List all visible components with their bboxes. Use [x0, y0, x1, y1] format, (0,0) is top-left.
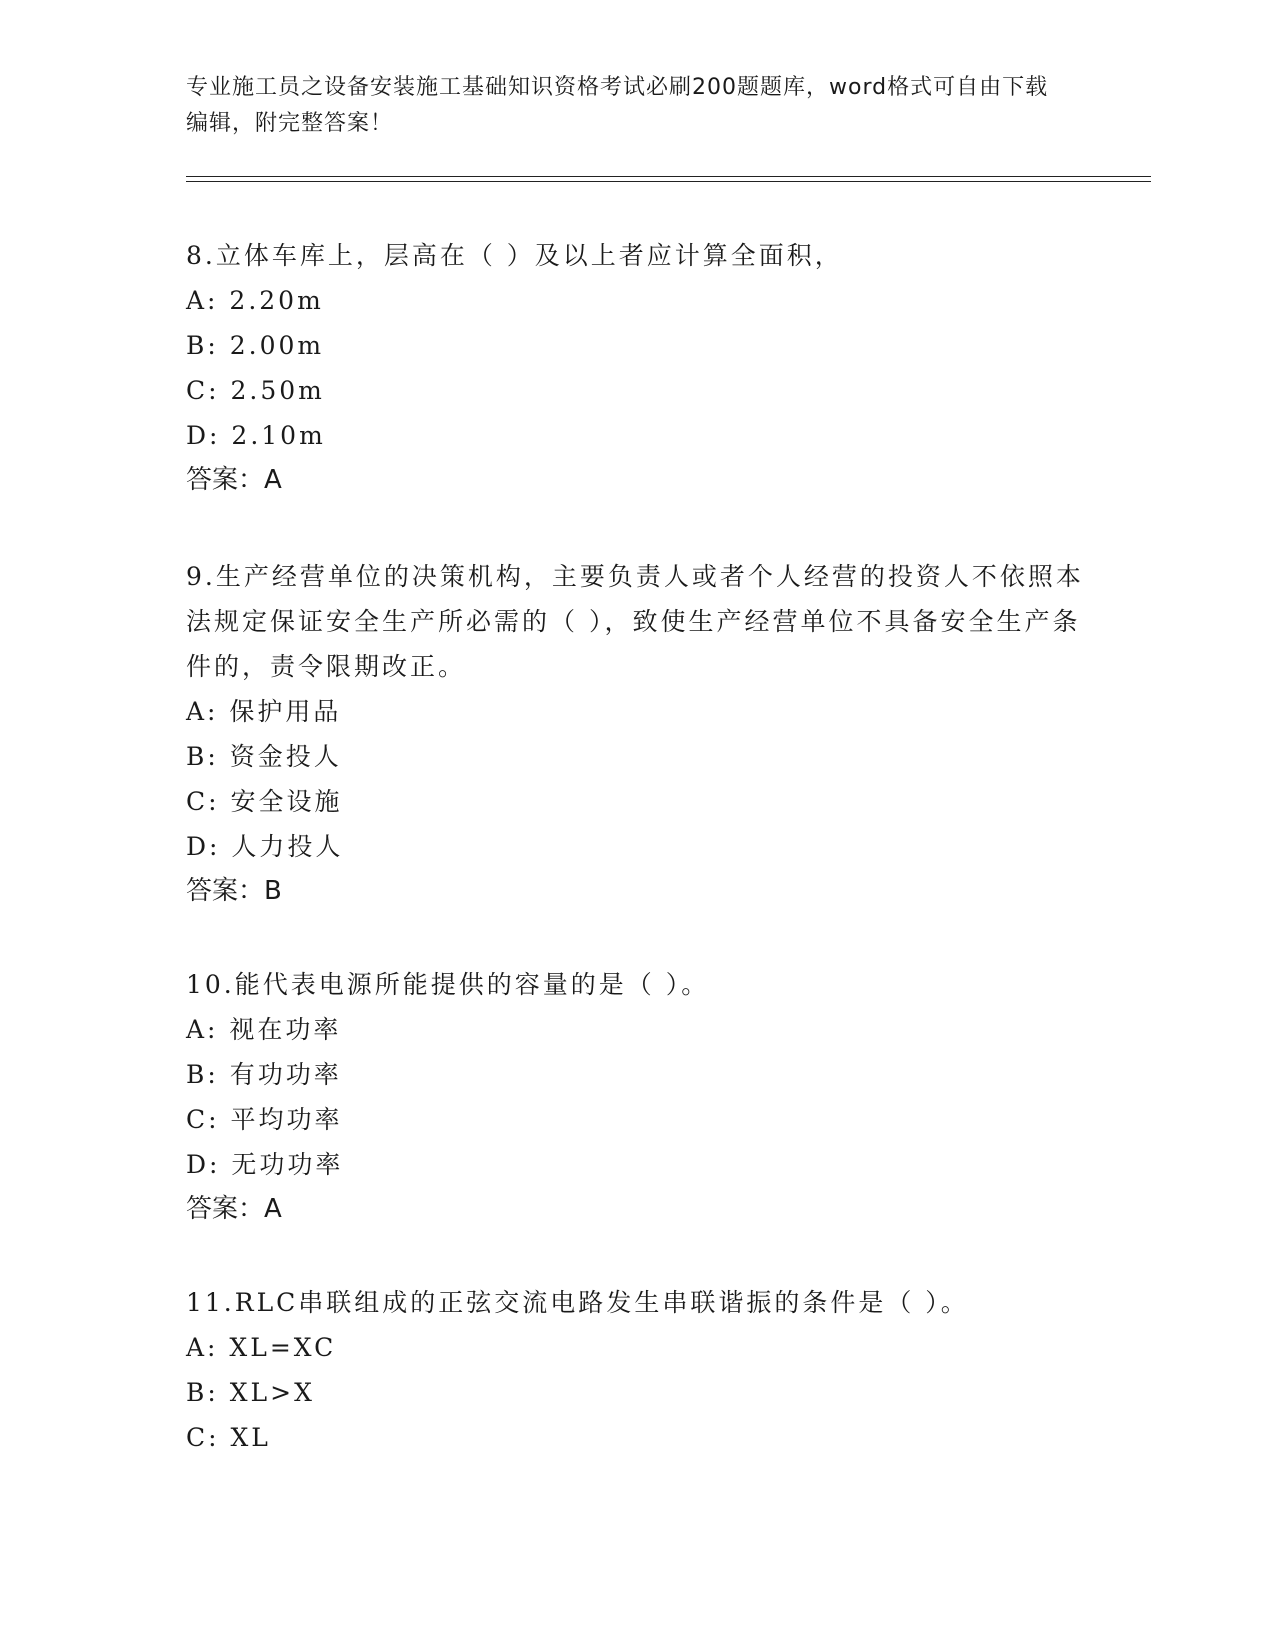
- header-divider-bottom: [186, 181, 1151, 182]
- option-b: B: 2.00m: [186, 331, 325, 360]
- document-title: 专业施工员之设备安装施工基础知识资格考试必刷200题题库，word格式可自由下载编辑，附完整答案！: [186, 75, 1049, 136]
- option-c: C: 安全设施: [186, 787, 343, 816]
- question-stem: 10.能代表电源所能提供的容量的是（ ）。: [186, 970, 710, 999]
- option-d: D: 人力投人: [186, 832, 344, 861]
- question-11: [186, 1280, 1086, 1460]
- option-b: B: 有功功率: [186, 1060, 342, 1089]
- option-d: D: 2.10m: [186, 421, 326, 450]
- question-8: [186, 233, 1086, 503]
- option-d: D: 无功功率: [186, 1150, 344, 1179]
- answer-line: 答案：A: [186, 465, 282, 495]
- option-a: A: XL=XC: [186, 1333, 337, 1362]
- question-stem: 8.立体车库上，层高在（ ）及以上者应计算全面积，: [186, 241, 843, 270]
- option-b: B: XL>X: [186, 1378, 315, 1407]
- document-header: [186, 70, 1066, 142]
- question-stem: 11.RLC串联组成的正弦交流电路发生串联谐振的条件是（ ）。: [186, 1288, 969, 1317]
- option-a: A: 视在功率: [186, 1015, 342, 1044]
- option-a: A: 保护用品: [186, 697, 342, 726]
- answer-line: 答案：B: [186, 876, 282, 906]
- option-a: A: 2.20m: [186, 286, 324, 315]
- option-c: C: XL: [186, 1423, 271, 1452]
- answer-line: 答案：A: [186, 1194, 282, 1224]
- question-10: [186, 962, 1086, 1232]
- option-c: C: 2.50m: [186, 376, 325, 405]
- question-9: [186, 554, 1086, 914]
- header-divider-top: [186, 176, 1151, 177]
- question-stem: 9.生产经营单位的决策机构，主要负责人或者个人经营的投资人不依照本法规定保证安全生产所必需的（ ），致使生产经营单位不具备安全生产条件的，责令限期改正。: [186, 562, 1084, 681]
- option-c: C: 平均功率: [186, 1105, 343, 1134]
- option-b: B: 资金投人: [186, 742, 342, 771]
